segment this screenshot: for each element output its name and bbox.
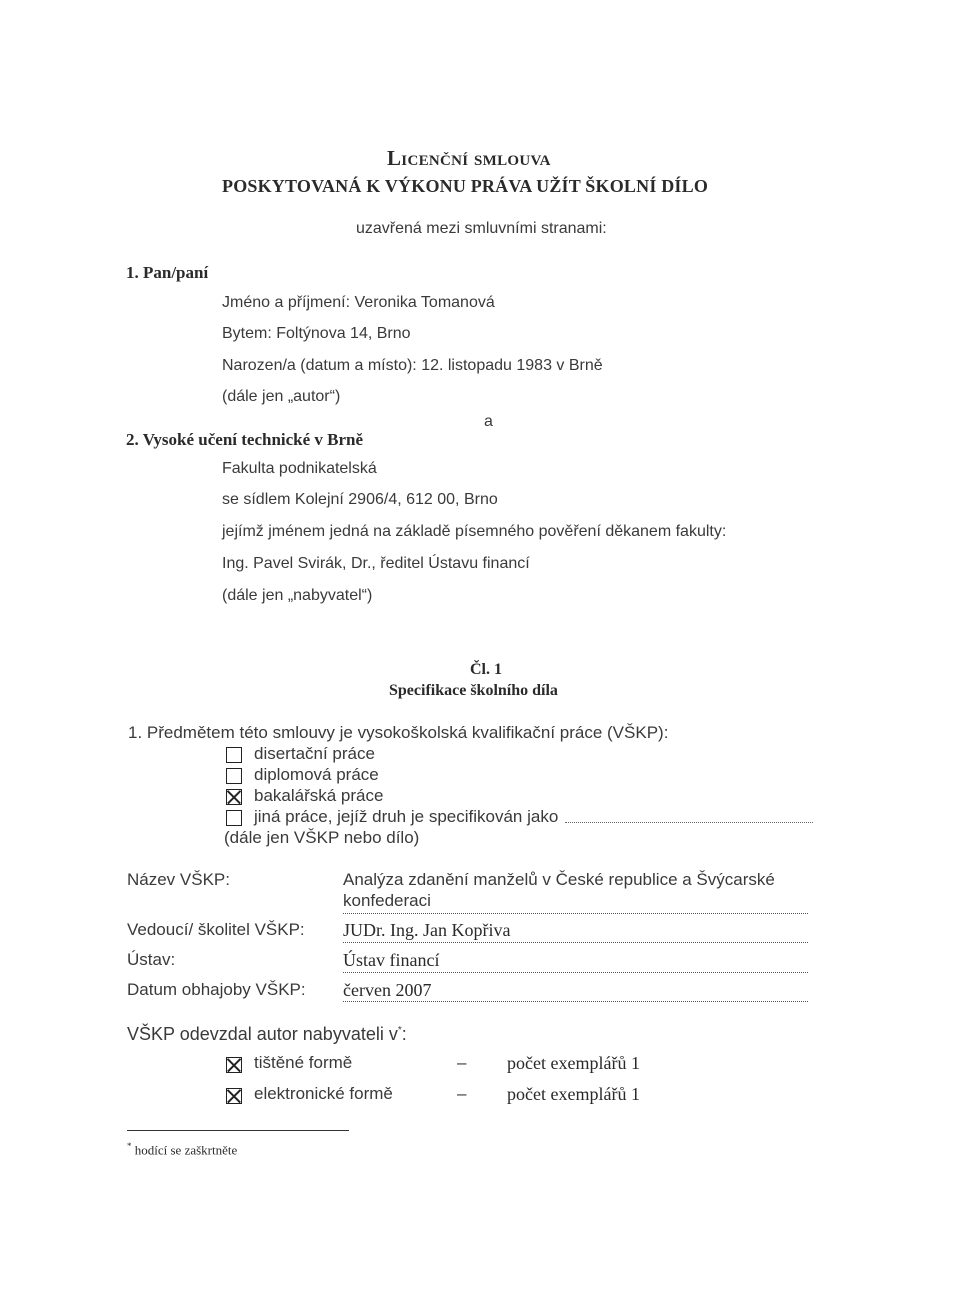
party1-born: Narozen/a (datum a místo): 12. listopadu 1983 v Brně [222,357,603,374]
party1-address: Bytem: Foltýnova 14, Brno [222,325,411,342]
electronic-form-dash: – [457,1084,467,1103]
thesis-name-underline [343,913,808,914]
printed-form-count: počet exemplářů 1 [507,1053,640,1073]
printed-form-dash: – [457,1053,467,1072]
institute-value: Ústav financí [343,950,440,970]
party2-heading: 2. Vysoké učení technické v Brně [126,430,364,449]
option-label-other: jiná práce, jejíž druh je specifikován jako [254,807,559,826]
clause1-text: 1. Předmětem této smlouvy je vysokoškolská kvalifikační práce (VŠKP): [128,723,669,742]
footnote [127,1141,237,1158]
option-checkbox-bachelor[interactable] [226,789,242,805]
party1-heading: 1. Pan/paní [126,263,209,282]
electronic-form-checkbox[interactable] [226,1088,242,1104]
clause1-alias: (dále jen VŠKP nebo dílo) [224,828,420,847]
party2-person: Ing. Pavel Svirák, Dr., ředitel Ústavu financí [222,555,530,572]
party2-acting: jejímž jménem jedná na základě písemného pověření děkanem fakulty: [222,523,727,540]
footnote-star: * [127,1141,132,1151]
handover-colon: : [401,1024,407,1044]
option-checkbox-other[interactable] [226,810,242,826]
supervisor-label: Vedoucí/ školitel VŠKP: [127,920,305,939]
party2-alias: (dále jen „nabyvatel“) [222,587,373,604]
footnote-separator [127,1130,349,1131]
handover-text-main: VŠKP odevzdal autor nabyvateli v [127,1024,398,1044]
institute-label: Ústav: [127,950,176,969]
other-type-dotted-line [565,822,813,823]
contract-subtitle: POSKYTOVANÁ K VÝKONU PRÁVA UŽÍT ŠKOLNÍ DÍLO [222,176,709,196]
thesis-name-value-line2: konfederaci [343,891,431,910]
supervisor-value: JUDr. Ing. Jan Kopřiva [343,920,511,940]
option-checkbox-dissertation[interactable] [226,747,242,763]
electronic-form-count: počet exemplářů 1 [507,1084,640,1104]
party1-name: Jméno a příjmení: Veronika Tomanová [222,294,495,311]
handover-text [127,1024,407,1045]
option-label-bachelor: bakalářská práce [254,786,384,805]
footnote-text: hodící se zaškrtněte [134,1142,238,1158]
handover-star: * [397,1025,402,1036]
article-title: Specifikace školního díla [389,682,558,699]
parties-connector: a [484,413,493,430]
printed-form-label: tištěné formě [254,1053,353,1072]
party2-faculty: Fakulta podnikatelská [222,460,377,477]
supervisor-underline [343,942,808,943]
defense-date-value: červen 2007 [343,980,432,1000]
thesis-name-label: Název VŠKP: [127,870,230,889]
defense-date-label: Datum obhajoby VŠKP: [127,980,306,999]
option-label-diploma: diplomová práce [254,765,379,784]
institute-underline [343,972,808,973]
contract-intro: uzavřená mezi smluvními stranami: [356,220,607,237]
party2-seat: se sídlem Kolejní 2906/4, 612 00, Brno [222,491,498,508]
printed-form-checkbox[interactable] [226,1057,242,1073]
defense-date-underline [343,1001,808,1002]
contract-title: Licenční smlouva [387,146,551,170]
party1-alias: (dále jen „autor“) [222,388,341,405]
option-checkbox-diploma[interactable] [226,768,242,784]
electronic-form-label: elektronické formě [254,1084,393,1103]
article-number: Čl. 1 [470,661,502,678]
option-label-dissertation: disertační práce [254,744,375,763]
thesis-name-value-line1: Analýza zdanění manželů v České republice a Švýcarské [343,870,775,889]
